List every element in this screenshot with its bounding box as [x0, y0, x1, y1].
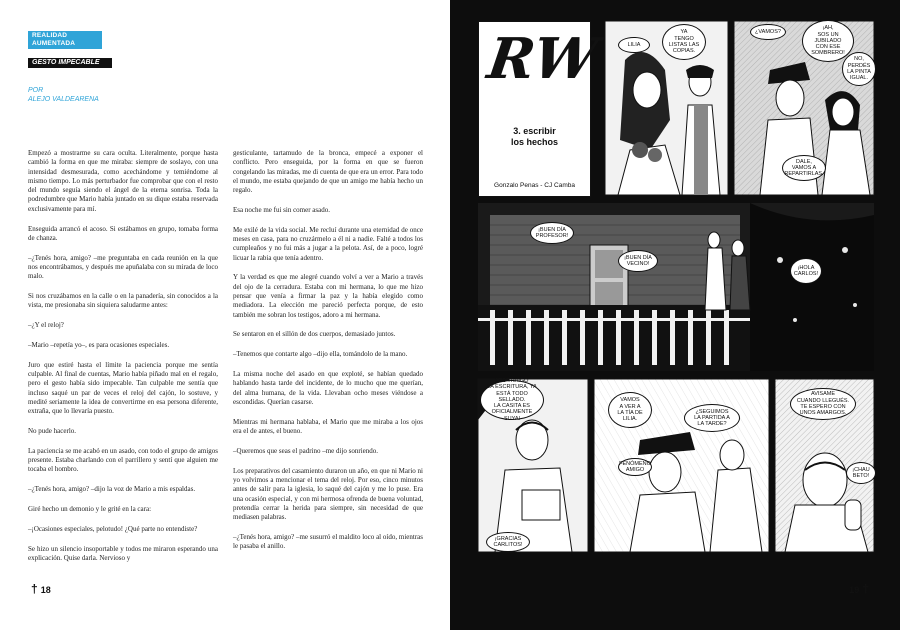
bubble-line: PERDÉS — [847, 62, 871, 69]
article-title: GESTO IMPECABLE — [28, 58, 112, 68]
bubble-copias — [662, 24, 706, 60]
bubble-carlos — [790, 258, 822, 284]
bubble-line: ¿VAMOS? — [755, 28, 781, 35]
bubble-line: CON ESE — [815, 44, 841, 51]
bubble-chau — [846, 462, 876, 484]
paragraph: –Mario –repetía yo–, es para ocasiones especiales. — [28, 340, 170, 349]
bubble-dale — [782, 155, 826, 181]
folio-left: 18 — [40, 585, 51, 595]
bubble-profesor — [530, 222, 574, 244]
right-page — [450, 0, 900, 630]
bubble-lilia — [618, 37, 650, 53]
bubble-line: VECINO! — [626, 261, 650, 267]
paragraph: –¡Ocasiones especiales, pelotudo! ¿Qué parte no entendiste? — [28, 524, 198, 533]
paragraph: Enseguida arrancó el acoso. Si estábamos en grupo, tomaba forma de chanza. — [28, 224, 218, 242]
paragraph: La paciencia se me acabó en un asado, con todo el grupo de amigos presente. Estaba charlando con el parrillero y sentí que alguien me tocaba el hombro. — [28, 446, 218, 474]
bubble-gracias — [486, 532, 530, 552]
paragraph: Mientras mi hermana hablaba, el Mario que me miraba a los ojos era el de antes, el bueno. — [233, 417, 423, 436]
bubble-line: SOMBRERO! — [811, 50, 845, 57]
chapter-title-line-2: los hechos — [510, 137, 558, 147]
bubble-line: ¡BUEN DÍA — [624, 254, 652, 261]
bubble-jubilado — [802, 20, 854, 62]
rw-logo — [483, 26, 602, 92]
paragraph: Se sentaron en el sillón de dos cuerpos, demasiado juntos. — [233, 330, 396, 339]
bubble-line: LILIA — [627, 41, 641, 48]
bubble-vamos — [750, 24, 786, 40]
tag-line-1: REALIDAD — [32, 32, 68, 39]
tag-line-2: AUMENTADA — [32, 40, 76, 47]
bubble-line: NO, — [854, 56, 864, 63]
paragraph: La misma noche del asado en que exploté, se habían quedado hablando hasta tarde del incidente, de lo mucho que me querían, del alma humana, de la vida. Llevaban ocho meses viéndose a escondidas. Querían casarse. — [233, 370, 423, 406]
paragraph: –¿Y el reloj? — [28, 321, 64, 330]
bubble-line: AMIGO — [625, 467, 645, 473]
bubble-line: TE ESPERO CON — [800, 404, 846, 410]
title-panel — [478, 21, 602, 197]
bubble-fenomeno — [618, 458, 652, 476]
bubble-line: CUANDO LLEGUÉS. — [796, 397, 850, 404]
paragraph: –¿Tenés hora, amigo? –me susurró el maldito loco al oído, mientras le pasaba el anillo. — [233, 532, 423, 551]
paragraph: –Queremos que seas el padrino –me dijo sonriendo. — [233, 446, 379, 455]
text-column-1 — [28, 149, 218, 574]
bubble-seguimos — [684, 404, 740, 432]
bubble-line: JUBILADO — [814, 37, 842, 44]
bubble-line: LA TARDE? — [697, 421, 727, 428]
bubble-line: ¡HOLA — [797, 264, 815, 271]
paragraph: gesticulante, tartamudo de la bronca, empecé a exponer el conflicto. Pero enseguida, por la forma en que se fueron congelando las miradas, me di cuenta de que era un error. Para todo el mundo, me estaba quejando de que un amigo me había hecho un regalo. — [233, 149, 423, 195]
paragraph: Giré hecho un demonio y le grité en la cara: — [28, 505, 152, 514]
bubble-line: ¡CHAU — [852, 466, 870, 473]
bubble-line: LES TRAIGO — [495, 377, 529, 384]
cross-icon: † — [31, 582, 38, 596]
chapter-title-line-1: 3. escribir — [513, 126, 556, 136]
byline — [28, 86, 99, 104]
paragraph: Me exilé de la vida social. Me recluí durante una eternidad de once meses en casa, para no cruzármelo a él ni a nadie. Falté a todos los cumpleaños y no fui más a jugar a la pelota. Así, de a poco, logré licuar la rabia que tenía adentro. — [233, 225, 423, 262]
bubble-line: COPIAS. — [672, 48, 696, 55]
bubble-line: LILIA. — [622, 416, 638, 423]
paragraph: Empezó a mostrarme su cara oculta. Literalmente, porque hasta cambió la forma en que me miraba: siempre de soslayo, con una intensidad desmesurada, como acechándome y temiéndome al mismo tiempo. Lo más perturbador fue comprobar que con el resto del mundo seguía siendo el ángel de la eterna sonrisa. Toda la podredumbre que Mario había juntado en su dique estaba reservada exclusivamente para mí. — [28, 149, 218, 213]
bubble-line: ¡BUEN DÍA — [538, 226, 566, 233]
paragraph: Si nos cruzábamos en la calle o en la panadería, sin conocidos a la vista, me presionaba sin siquiera saludarme antes: — [28, 292, 218, 310]
bubble-line: LA ESCRITURA, YA — [487, 384, 537, 391]
bubble-pinta — [842, 52, 876, 86]
bubble-line: PROFESOR! — [535, 233, 569, 239]
bubble-line: YA — [680, 29, 688, 36]
paragraph: Esa noche me fui sin comer asado. — [233, 205, 330, 214]
bubble-line: ¡GRACIAS — [494, 535, 522, 542]
bubble-line: VAMOS — [620, 397, 640, 404]
bubble-line: SOS UN — [817, 31, 839, 38]
cross-icon: † — [862, 582, 869, 596]
byline-por: POR — [28, 87, 44, 94]
bubble-line: AVISAME — [810, 391, 836, 398]
svg-text:RW: RW — [483, 26, 602, 92]
bubble-vecino — [618, 250, 658, 272]
bubble-line: CARLITOS! — [493, 542, 523, 548]
bubble-line: REPARTIRLAS. — [784, 171, 824, 178]
bubble-line: TENGO — [674, 35, 694, 42]
bubble-line: LA PARTIDA A — [694, 414, 730, 421]
bubble-line: SUYA! — [503, 415, 521, 422]
paragraph: Se hizo un silencio insoportable y todos me miraron esperando una explicación. Quise darla. Nervioso y — [28, 544, 218, 562]
bubble-line: IGUAL. — [849, 75, 869, 82]
byline-author: ALEJO VALDEARENA — [28, 96, 99, 103]
paragraph: –¿Tenés hora, amigo? –dijo la voz de Mario a mis espaldas. — [28, 485, 196, 494]
bubble-line: UNOS AMARGOS. — [799, 410, 847, 417]
bubble-line: ESTÁ TODO SELLADO. — [496, 390, 528, 403]
bubble-line: VAMOS A — [791, 164, 817, 171]
folio-right: 19 — [849, 585, 860, 595]
paragraph: Y la verdad es que me alegré cuando volví a ver a Mario a través del ojo de la cerradura. Estaba con mi hermana, lo que me hizo pensar que venía a firmar la paz y la había elegido como mediadora. La elección me pareció perfecta porque, de esto también me sobran los testigos, adoro a mi hermana. — [233, 273, 423, 319]
bubble-line: A VER A — [619, 403, 641, 410]
bubble-line: OFICIALMENTE — [491, 409, 533, 416]
bubble-line: LA TÍA DE — [617, 410, 643, 416]
bubble-line: BETO! — [852, 473, 870, 479]
section-tag — [28, 31, 102, 49]
text-column-2 — [233, 149, 423, 562]
chapter-title — [479, 126, 590, 148]
page-number-right — [849, 582, 872, 596]
bubble-line: ¿SEGUIMOS — [695, 408, 729, 415]
bubble-escritura — [480, 377, 544, 422]
bubble-avisame — [790, 388, 856, 420]
page-number-left — [28, 582, 51, 596]
paragraph: No pude hacerlo. — [28, 427, 77, 436]
authors: Gonzalo Penas - CJ Camba — [494, 182, 575, 189]
paragraph: Los preparativos del casamiento duraron un año, en que ni Mario ni yo volvimos a mencionar el tema del reloj. Por eso, cinco minutos antes de salir para la iglesia, lo saqué del cajón y me lo puse. Era una ocasión especial, y con mi hermosa ofrenda de buena voluntad, pretendía cerrar la herida para siempre, sin necesidad de que mediasen palabras. — [233, 466, 423, 522]
bubble-tia — [608, 392, 652, 428]
bubble-line: ¡AH, — [822, 25, 834, 32]
bubble-line: LISTAS LAS — [668, 42, 700, 48]
bubble-line: CARLOS! — [793, 271, 819, 277]
paragraph: –¿Tenés hora, amigo? –me preguntaba en cada reunión en la que nos encontrábamos, y después me apuñalaba con su mirada de loco malo. — [28, 253, 218, 281]
bubble-line: LA PINTA — [847, 69, 871, 75]
paragraph: –Tenemos que contarte algo –dijo ella, tomándolo de la mano. — [233, 350, 408, 359]
bubble-line: FENÓMENO — [619, 460, 651, 467]
bubble-line: DALE, — [796, 158, 812, 165]
paragraph: Juro que estiré hasta el límite la paciencia porque me sentía culpable. Al final de cuentas, Mario había piñado mal en el regalo, pero el gesto había sido impecable. Tan culpable me sentía que incluso saqué un par de veces el reloj del cajón, lo sostuve, y medité seriamente la idea de convertirme en esa persona diferente, extraña, que lo llevaría puesto. — [28, 360, 218, 416]
bubble-line: LA CASITA ES — [494, 403, 530, 410]
